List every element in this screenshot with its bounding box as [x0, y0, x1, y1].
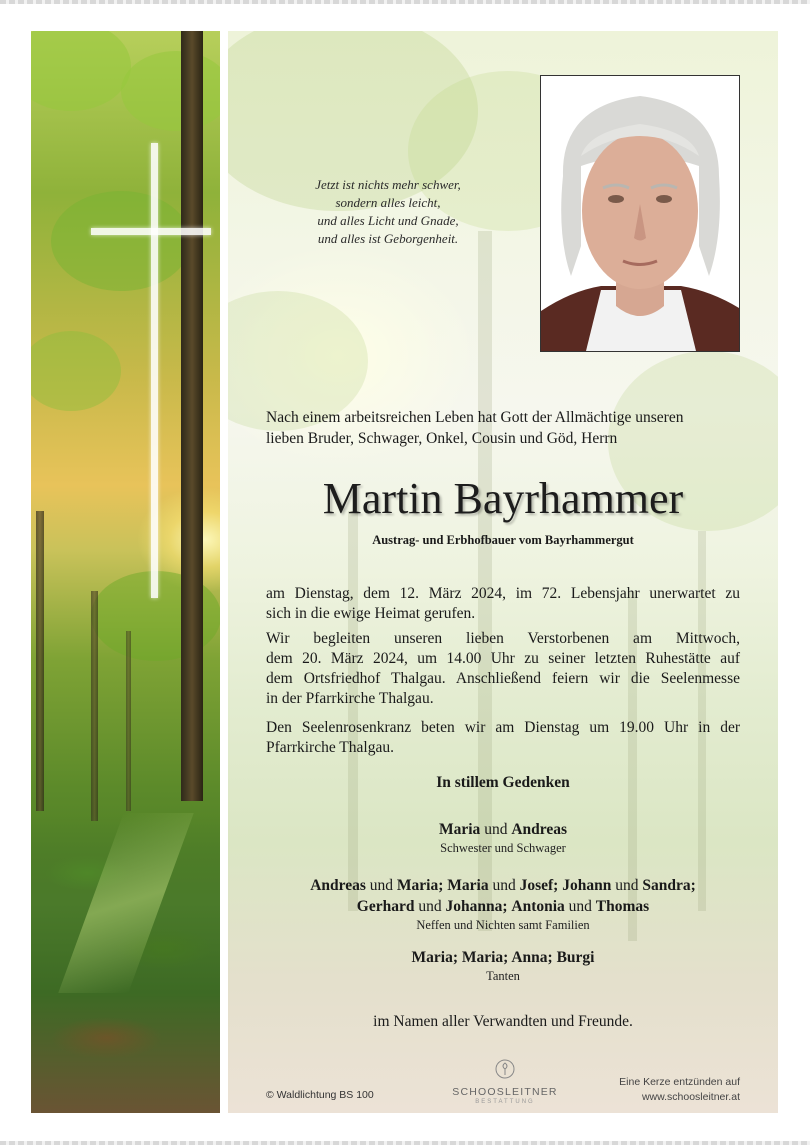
quote — [253, 176, 523, 248]
paragraph-line: am Dienstag, dem 12. März 2024, im 72. Lebensjahr unerwartet zu — [266, 585, 740, 602]
conjunction: und — [488, 877, 520, 894]
mourner-name: Antonia — [511, 898, 565, 915]
copyright-note: © Waldlichtung BS 100 — [266, 1089, 374, 1101]
aunts-names: Maria; Maria; Anna; Burgi — [411, 949, 595, 966]
rosary-paragraph — [266, 718, 740, 758]
mourners-heading: In stillem Gedenken — [436, 774, 570, 791]
nieces-group — [228, 875, 778, 933]
closing-line: im Namen aller Verwandten und Freunde. — [373, 1013, 633, 1030]
mourner-name: Maria; — [396, 877, 444, 894]
paragraph-line: in der Pfarrkirche Thalgau. — [266, 690, 434, 707]
intro-line: Nach einem arbeitsreichen Leben hat Gott der Allmächtige unseren — [266, 409, 684, 426]
paragraph-line: Den Seelenrosenkranz beten wir am Dienstag um 19.00 Uhr in der — [266, 719, 740, 736]
deceased-name: Martin Bayrhammer — [322, 474, 684, 523]
nieces-relation: Neffen und Nichten samt Familien — [416, 918, 590, 932]
brand-tagline: BESTATTUNG — [475, 1099, 535, 1105]
mourner-name: Maria — [447, 877, 489, 894]
paragraph-line: dem 20. März 2024, um 14.00 Uhr zu seiner letzten Ruhestätte auf — [266, 650, 740, 667]
funeral-paragraph — [266, 629, 740, 709]
website-link[interactable]: www.schoosleitner.at — [641, 1091, 740, 1103]
deceased-title: Austrag- und Erbhofbauer vom Bayrhammergut — [372, 533, 634, 547]
quote-line: und alles Licht und Gnade, — [317, 213, 459, 228]
bottom-edge — [0, 1141, 810, 1145]
quote-line: Jetzt ist nichts mehr schwer, — [315, 177, 461, 192]
rose-icon — [495, 1059, 515, 1079]
aunts-group — [228, 947, 778, 984]
top-edge — [0, 0, 810, 4]
conjunction: und — [414, 898, 446, 915]
mourner-name: Gerhard — [356, 898, 415, 915]
candle-note — [619, 1075, 740, 1105]
obituary-panel — [228, 31, 778, 1113]
conjunction: und — [564, 898, 596, 915]
paragraph-line: sich in die ewige Heimat gerufen. — [266, 605, 476, 622]
siblings-relation: Schwester und Schwager — [440, 841, 566, 855]
conjunction: und — [365, 877, 397, 894]
death-paragraph — [266, 584, 740, 624]
quote-line: und alles ist Geborgenheit. — [317, 231, 459, 246]
cross-icon — [151, 143, 158, 598]
mourner-name: Johanna; — [445, 898, 508, 915]
siblings-group — [228, 819, 778, 856]
brand-name: SCHOOSLEITNER — [452, 1086, 558, 1098]
paragraph-line: Wir begleiten unseren lieben Verstorbenen am Mittwoch, — [266, 630, 740, 647]
nieces-names-line — [228, 896, 778, 917]
siblings-names — [228, 819, 778, 840]
intro-text — [266, 407, 740, 449]
brand-logo — [450, 1059, 560, 1105]
paragraph-line: dem Ortsfriedhof Thalgau. Anschließend feiern wir die Seelenmesse — [266, 670, 740, 687]
mourner-name: Sandra; — [642, 877, 696, 894]
mourner-name: Josef; — [519, 877, 559, 894]
mourner-name: Andreas — [511, 821, 568, 838]
conjunction: und — [484, 821, 508, 838]
paragraph-line: Pfarrkirche Thalgau. — [266, 739, 394, 756]
aunts-relation: Tanten — [486, 969, 520, 983]
candle-text: Eine Kerze entzünden auf — [619, 1076, 740, 1088]
conjunction: und — [611, 877, 643, 894]
intro-line: lieben Bruder, Schwager, Onkel, Cousin und Göd, Herrn — [266, 430, 618, 447]
mourner-name: Johann — [562, 877, 612, 894]
portrait-photo — [540, 75, 740, 352]
mourner-name: Andreas — [310, 877, 366, 894]
nieces-names-line — [228, 875, 778, 896]
mourner-name: Thomas — [595, 898, 650, 915]
forest-image — [31, 31, 220, 1113]
mourner-name: Maria — [438, 821, 481, 838]
quote-line: sondern alles leicht, — [335, 195, 441, 210]
